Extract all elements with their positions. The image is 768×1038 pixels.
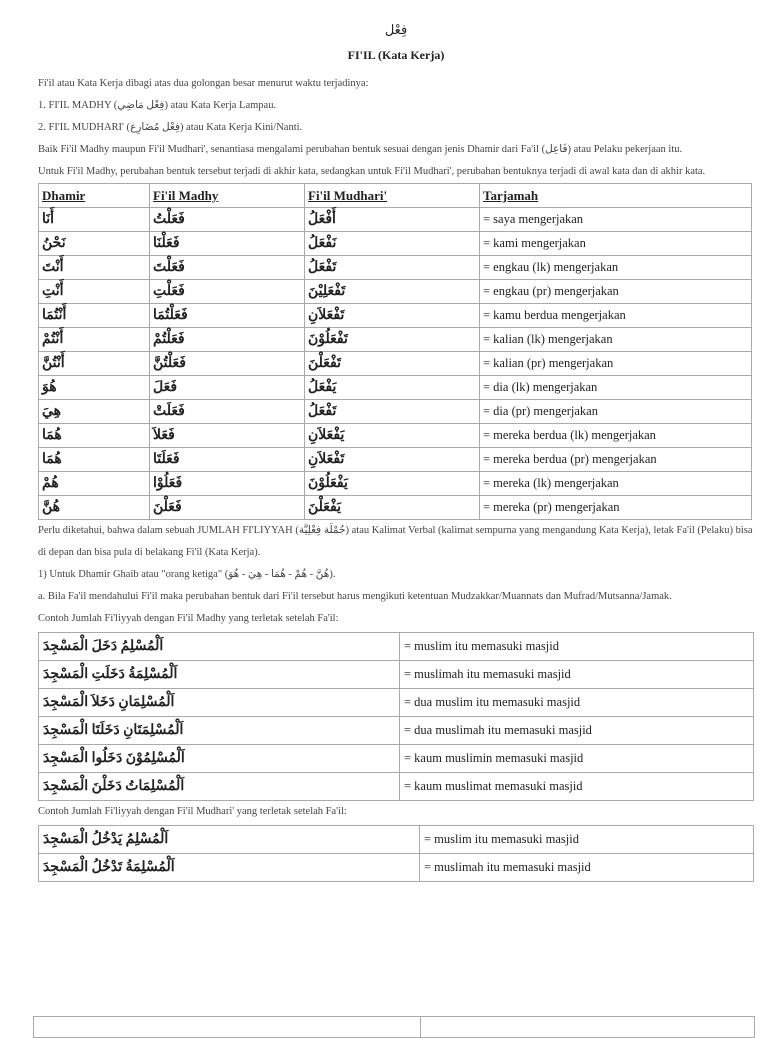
- table-row: [39, 400, 752, 424]
- column-header: Fi'il Madhy: [150, 184, 305, 208]
- arabic-cell: تَفْعَلُوْنَ: [305, 328, 480, 352]
- arabic-cell: تَفْعَلُ: [305, 400, 480, 424]
- translation-cell: = mereka (lk) mengerjakan: [480, 472, 752, 496]
- arabic-cell: فَعَلْنَا: [150, 232, 305, 256]
- translation-cell: = dua muslim itu memasuki masjid: [400, 689, 754, 717]
- arabic-cell: فَعَلْتُ: [150, 208, 305, 232]
- arabic-cell: فَعَلْتِ: [150, 280, 305, 304]
- table-row: [39, 352, 752, 376]
- table-row: [39, 304, 752, 328]
- translation-cell: = engkau (lk) mengerjakan: [480, 256, 752, 280]
- example-caption-madhy: Contoh Jumlah Fi'liyyah dengan Fi'il Madhy yang terletak setelah Fa'il:: [38, 613, 339, 624]
- table-row: [39, 717, 754, 745]
- column-header: Fi'il Mudhari': [305, 184, 480, 208]
- list-item-mudhari: 2. FI'IL MUDHARI' (فِعْل مُضَارِع) atau Kata Kerja Kini/Nanti.: [38, 122, 303, 133]
- arabic-cell: تَفْعَلُ: [305, 256, 480, 280]
- table-row: [39, 633, 754, 661]
- document-page: [38, 22, 754, 882]
- page-title: FI'IL (Kata Kerja): [347, 48, 445, 62]
- translation-cell: = kami mengerjakan: [480, 232, 752, 256]
- arabic-sentence-cell: اَلْمُسْلِمَةُ دَخَلَتِ الْمَسْجِدَ: [39, 661, 400, 689]
- arabic-cell: هُمَا: [39, 448, 150, 472]
- example-table-madhy: [38, 632, 754, 801]
- arabic-cell: يَفْعَلاَنِ: [305, 424, 480, 448]
- translation-cell: = kaum muslimin memasuki masjid: [400, 745, 754, 773]
- arabic-cell: فَعَلْتَ: [150, 256, 305, 280]
- arabic-cell: نَفْعَلُ: [305, 232, 480, 256]
- example-caption-mudhari: Contoh Jumlah Fi'liyyah dengan Fi'il Mudhari' yang terletak setelah Fa'il:: [38, 806, 347, 817]
- arabic-cell: تَفْعَلْنَ: [305, 352, 480, 376]
- arabic-cell: فَعَلْتُنَّ: [150, 352, 305, 376]
- arabic-cell: فَعَلْتُمْ: [150, 328, 305, 352]
- arabic-cell: نَحْنُ: [39, 232, 150, 256]
- paragraph-rule-a: a. Bila Fa'il mendahului Fi'il maka perubahan bentuk dari Fi'il tersebut harus mengikuti ketentuan Mudzakkar/Muannats dan Mufrad/Mutsanna/Jamak.: [38, 591, 672, 602]
- translation-cell: = dia (lk) mengerjakan: [480, 376, 752, 400]
- table-row: [39, 208, 752, 232]
- table-row: [39, 280, 752, 304]
- arabic-sentence-cell: اَلْمُسْلِمَاتُ دَخَلْنَ الْمَسْجِدَ: [39, 773, 400, 801]
- paragraph-ghaib: 1) Untuk Dhamir Ghaib atau "orang ketiga" (هُنَّ - هُمْ - هُمَا - هِيَ - هُوَ).: [38, 569, 336, 580]
- arabic-cell: هُوَ: [39, 376, 150, 400]
- arabic-cell: أَنْتُنَّ: [39, 352, 150, 376]
- table-row: [39, 496, 752, 520]
- arabic-sentence-cell: اَلْمُسْلِمَةُ تَدْخُلُ الْمَسْجِدَ: [39, 854, 420, 882]
- arabic-cell: يَفْعَلُوْنَ: [305, 472, 480, 496]
- translation-cell: = kalian (lk) mengerjakan: [480, 328, 752, 352]
- translation-cell: = kalian (pr) mengerjakan: [480, 352, 752, 376]
- arabic-sentence-cell: اَلْمُسْلِمَتَانِ دَخَلَتَا الْمَسْجِدَ: [39, 717, 400, 745]
- paragraph-perubahan: Untuk Fi'il Madhy, perubahan bentuk tersebut terjadi di akhir kata, sedangkan untuk Fi'il Mudhari', perubahan bentuknya terjadi di awal kata dan di akhir kata.: [38, 166, 706, 177]
- translation-cell: = muslimah itu memasuki masjid: [420, 854, 754, 882]
- translation-cell: = kamu berdua mengerjakan: [480, 304, 752, 328]
- table-row: [39, 826, 754, 854]
- arabic-cell: فَعَلَتَا: [150, 448, 305, 472]
- example-table-mudhari: [38, 825, 754, 882]
- table-row: [39, 256, 752, 280]
- table-row: [39, 745, 754, 773]
- table-row: [39, 376, 752, 400]
- arabic-cell: فَعَلاَ: [150, 424, 305, 448]
- arabic-cell: هُنَّ: [39, 496, 150, 520]
- arabic-cell: تَفْعَلِيْنَ: [305, 280, 480, 304]
- arabic-cell: أَنْتِ: [39, 280, 150, 304]
- table-row: [39, 424, 752, 448]
- table-row: [39, 661, 754, 689]
- translation-cell: = mereka berdua (lk) mengerjakan: [480, 424, 752, 448]
- intro-text: Fi'il atau Kata Kerja dibagi atas dua golongan besar menurut waktu terjadinya:: [38, 78, 369, 89]
- translation-cell: = dua muslimah itu memasuki masjid: [400, 717, 754, 745]
- arabic-cell: أَنْتُمَا: [39, 304, 150, 328]
- translation-cell: = muslim itu memasuki masjid: [420, 826, 754, 854]
- column-header: Tarjamah: [480, 184, 752, 208]
- table-header-row: [39, 184, 752, 208]
- translation-cell: = saya mengerjakan: [480, 208, 752, 232]
- table-row: [39, 689, 754, 717]
- arabic-heading: فِعْل: [384, 22, 408, 37]
- arabic-cell: فَعَلُوْا: [150, 472, 305, 496]
- arabic-cell: أَنَا: [39, 208, 150, 232]
- arabic-cell: فَعَلَ: [150, 376, 305, 400]
- table-row: [39, 854, 754, 882]
- translation-cell: = dia (pr) mengerjakan: [480, 400, 752, 424]
- arabic-cell: فَعَلَتْ: [150, 400, 305, 424]
- arabic-cell: يَفْعَلْنَ: [305, 496, 480, 520]
- arabic-cell: يَفْعَلُ: [305, 376, 480, 400]
- translation-cell: = mereka (pr) mengerjakan: [480, 496, 752, 520]
- arabic-cell: هُمْ: [39, 472, 150, 496]
- translation-cell: = muslimah itu memasuki masjid: [400, 661, 754, 689]
- arabic-cell: هِيَ: [39, 400, 150, 424]
- arabic-cell: تَفْعَلاَنِ: [305, 448, 480, 472]
- translation-cell: = muslim itu memasuki masjid: [400, 633, 754, 661]
- arabic-cell: أَفْعَلُ: [305, 208, 480, 232]
- translation-cell: = kaum muslimat memasuki masjid: [400, 773, 754, 801]
- paragraph-dhamir: Baik Fi'il Madhy maupun Fi'il Mudhari', senantiasa mengalami perubahan bentuk sesuai dengan jenis Dhamir dari Fa'il (فَاعِل) atau Pelaku pekerjaan itu.: [38, 144, 683, 155]
- list-item-madhy: 1. FI'IL MADHY (فِعْل مَاضِي) atau Kata Kerja Lampau.: [38, 100, 277, 111]
- conjugation-table: [38, 183, 752, 520]
- table-row: [39, 448, 752, 472]
- arabic-cell: فَعَلْنَ: [150, 496, 305, 520]
- arabic-sentence-cell: اَلْمُسْلِمُ دَخَلَ الْمَسْجِدَ: [39, 633, 400, 661]
- translation-cell: = engkau (pr) mengerjakan: [480, 280, 752, 304]
- next-page-table-edge: [33, 1016, 755, 1038]
- arabic-cell: أَنْتَ: [39, 256, 150, 280]
- arabic-sentence-cell: اَلْمُسْلِمَانِ دَخَلاَ الْمَسْجِدَ: [39, 689, 400, 717]
- arabic-sentence-cell: اَلْمُسْلِمُوْنَ دَخَلُوا الْمَسْجِدَ: [39, 745, 400, 773]
- arabic-cell: تَفْعَلاَنِ: [305, 304, 480, 328]
- table-row: [39, 773, 754, 801]
- translation-cell: = mereka berdua (pr) mengerjakan: [480, 448, 752, 472]
- arabic-cell: أَنْتُمْ: [39, 328, 150, 352]
- arabic-cell: فَعَلْتُمَا: [150, 304, 305, 328]
- table-row: [39, 328, 752, 352]
- table-row: [39, 472, 752, 496]
- paragraph-jumlah: Perlu diketahui, bahwa dalam sebuah JUMLAH FI'LIYYAH (جُمْلَة فِعْلِيَّة) atau Kalimat Verbal (kalimat sempurna yang mengandung Kata Kerja), letak Fa'il (Pelaku) bisa di depan dan bisa pula di belakang Fi'il (Kata Kerja).: [38, 525, 753, 558]
- table-row: [39, 232, 752, 256]
- column-header: Dhamir: [39, 184, 150, 208]
- arabic-sentence-cell: اَلْمُسْلِمُ يَدْخُلُ الْمَسْجِدَ: [39, 826, 420, 854]
- table-divider: [420, 1017, 421, 1037]
- arabic-cell: هُمَا: [39, 424, 150, 448]
